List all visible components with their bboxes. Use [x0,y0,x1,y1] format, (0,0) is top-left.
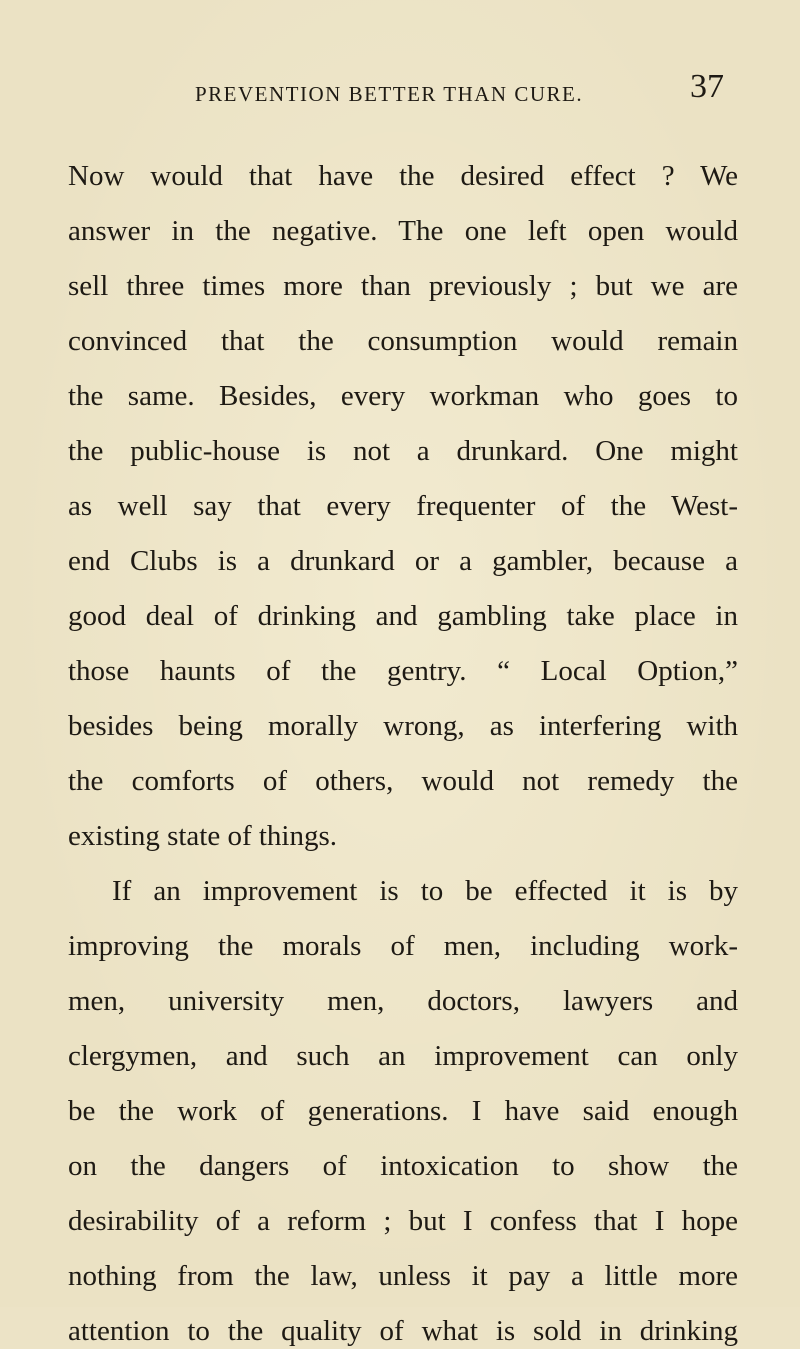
text-line: on the dangers of intoxication to show the [68,1150,738,1182]
text-line: the comforts of others, would not remedy the [68,765,738,797]
text-line: answer in the negative. The one left open would [68,215,738,247]
text-line: improving the morals of men, including work- [68,930,738,962]
text-line: men, university men, doctors, lawyers and [68,985,738,1017]
text-line: end Clubs is a drunkard or a gambler, because a [68,545,738,577]
text-line: desirability of a reform ; but I confess that I hope [68,1205,738,1237]
paragraph-start-line: If an improvement is to be effected it is by [112,875,738,907]
text-line: be the work of generations. I have said enough [68,1095,738,1127]
text-line: the same. Besides, every workman who goes to [68,380,738,412]
text-line: sell three times more than previously ; but we are [68,270,738,302]
text-line: convinced that the consumption would remain [68,325,738,357]
text-line: the public-house is not a drunkard. One might [68,435,738,467]
text-line: nothing from the law, unless it pay a little more [68,1260,738,1292]
text-line: Now would that have the desired effect ? We [68,160,738,192]
text-line: good deal of drinking and gambling take place in [68,600,738,632]
text-line: clergymen, and such an improvement can only [68,1040,738,1072]
paragraph-end-line: existing state of things. [68,820,338,852]
text-line: those haunts of the gentry. “ Local Option,” [68,655,738,687]
text-line: besides being morally wrong, as interfering with [68,710,738,742]
running-head: PREVENTION BETTER THAN CURE. [195,82,584,106]
text-line: as well say that every frequenter of the West- [68,490,738,522]
text-line: attention to the quality of what is sold in drinking [68,1315,738,1347]
page-number: 37 [690,68,724,105]
